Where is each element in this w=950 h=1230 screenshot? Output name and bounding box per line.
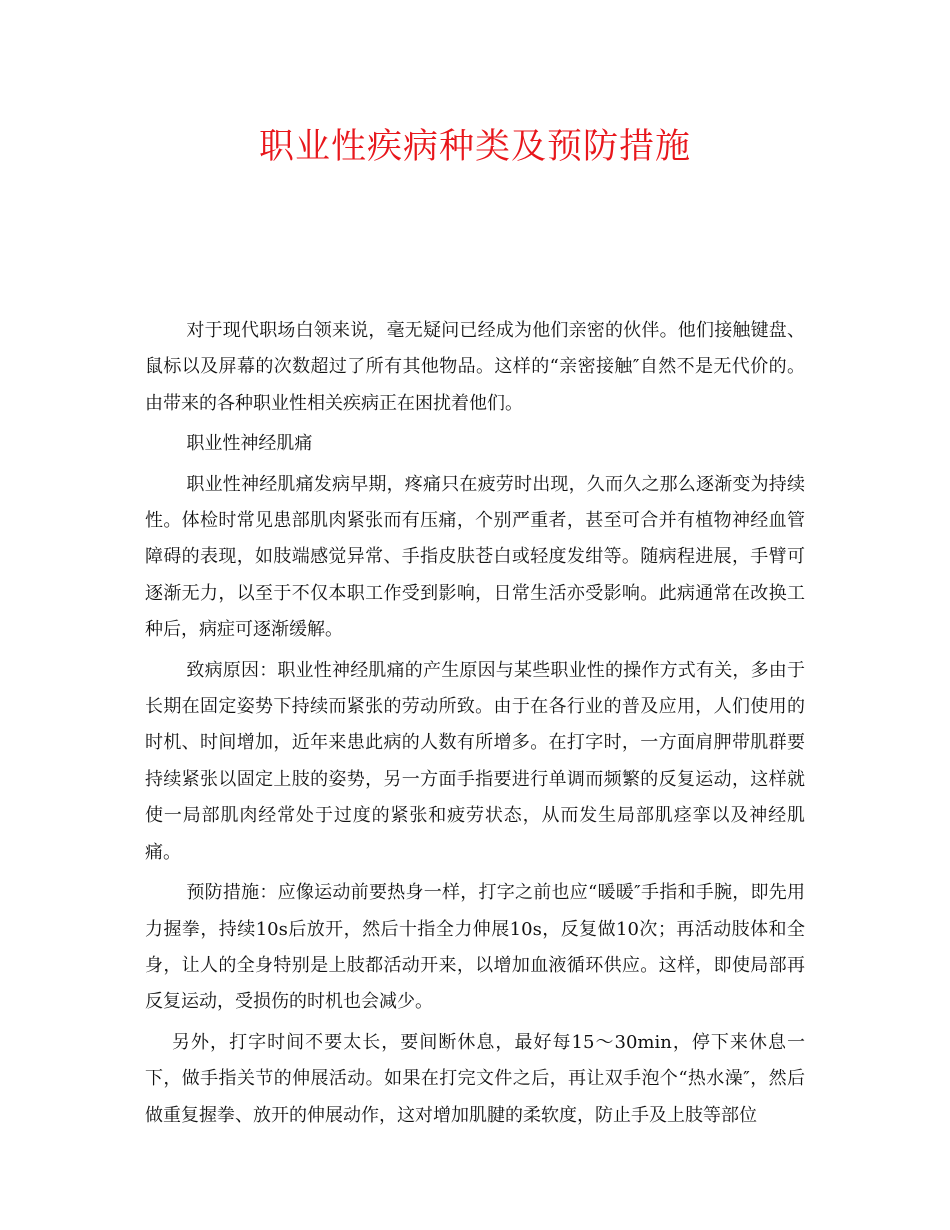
paragraph-causes: 致病原因：职业性神经肌痛的产生原因与某些职业性的操作方式有关，多由于长期在固定姿势下持续而紧张的劳动所致。由于在各行业的普及应用，人们使用的时机、时间增加，近年来患此病的人数有所增多。在打字时，一方面肩胛带肌群要持续紧张以固定上肢的姿势，另一方面手指要进行单调而频繁的反复运动，这样就使一局部肌肉经常处于过度的紧张和疲劳状态，从而发生局部肌痉挛以及神经肌痛。 — [145, 659, 805, 863]
paragraph-symptoms: 职业性神经肌痛发病早期，疼痛只在疲劳时出现，久而久之那么逐渐变为持续性。体检时常见患部肌肉紧张而有压痛，个别严重者，甚至可合并有植物神经血管障碍的表现，如肢端感觉异常、手指皮肤苍白或轻度发绀等。随病程进展，手臂可逐渐无力，以至于不仅本职工作受到影响，日常生活亦受影响。此病通常在改换工种后，病症可逐渐缓解。 — [145, 473, 805, 641]
document-body — [145, 313, 805, 1134]
document-title: 职业性疾病种类及预防措施 — [258, 127, 691, 167]
paragraph-intro: 对于现代职场白领来说，毫无疑问已经成为他们亲密的伙伴。他们接触键盘、鼠标以及屏幕的次数超过了所有其他物品。这样的“亲密接触″自然不是无代价的。由带来的各种职业性相关疾病正在困扰着他们。 — [145, 320, 805, 414]
paragraph-prevention: 预防措施：应像运动前要热身一样，打字之前也应“暖暖″手指和手腕，即先用力握拳，持续10s后放开，然后十指全力伸展10s，反复做10次；再活动肢体和全身，让人的全身特别是上肢都活动开来，以增加血液循环供应。这样，即使局部再反复运动，受损伤的时机也会减少。 — [145, 882, 805, 1013]
paragraph-additional: 另外，打字时间不要太长，要间断休息，最好每15～30min，停下来休息一下，做手指关节的伸展活动。如果在打完文件之后，再让双手泡个“热水澡″，然后做重复握拳、放开的伸展动作，这对增加肌腱的柔软度，防止手及上肢等部位 — [145, 1031, 805, 1126]
section-heading: 职业性神经肌痛 — [186, 433, 313, 455]
